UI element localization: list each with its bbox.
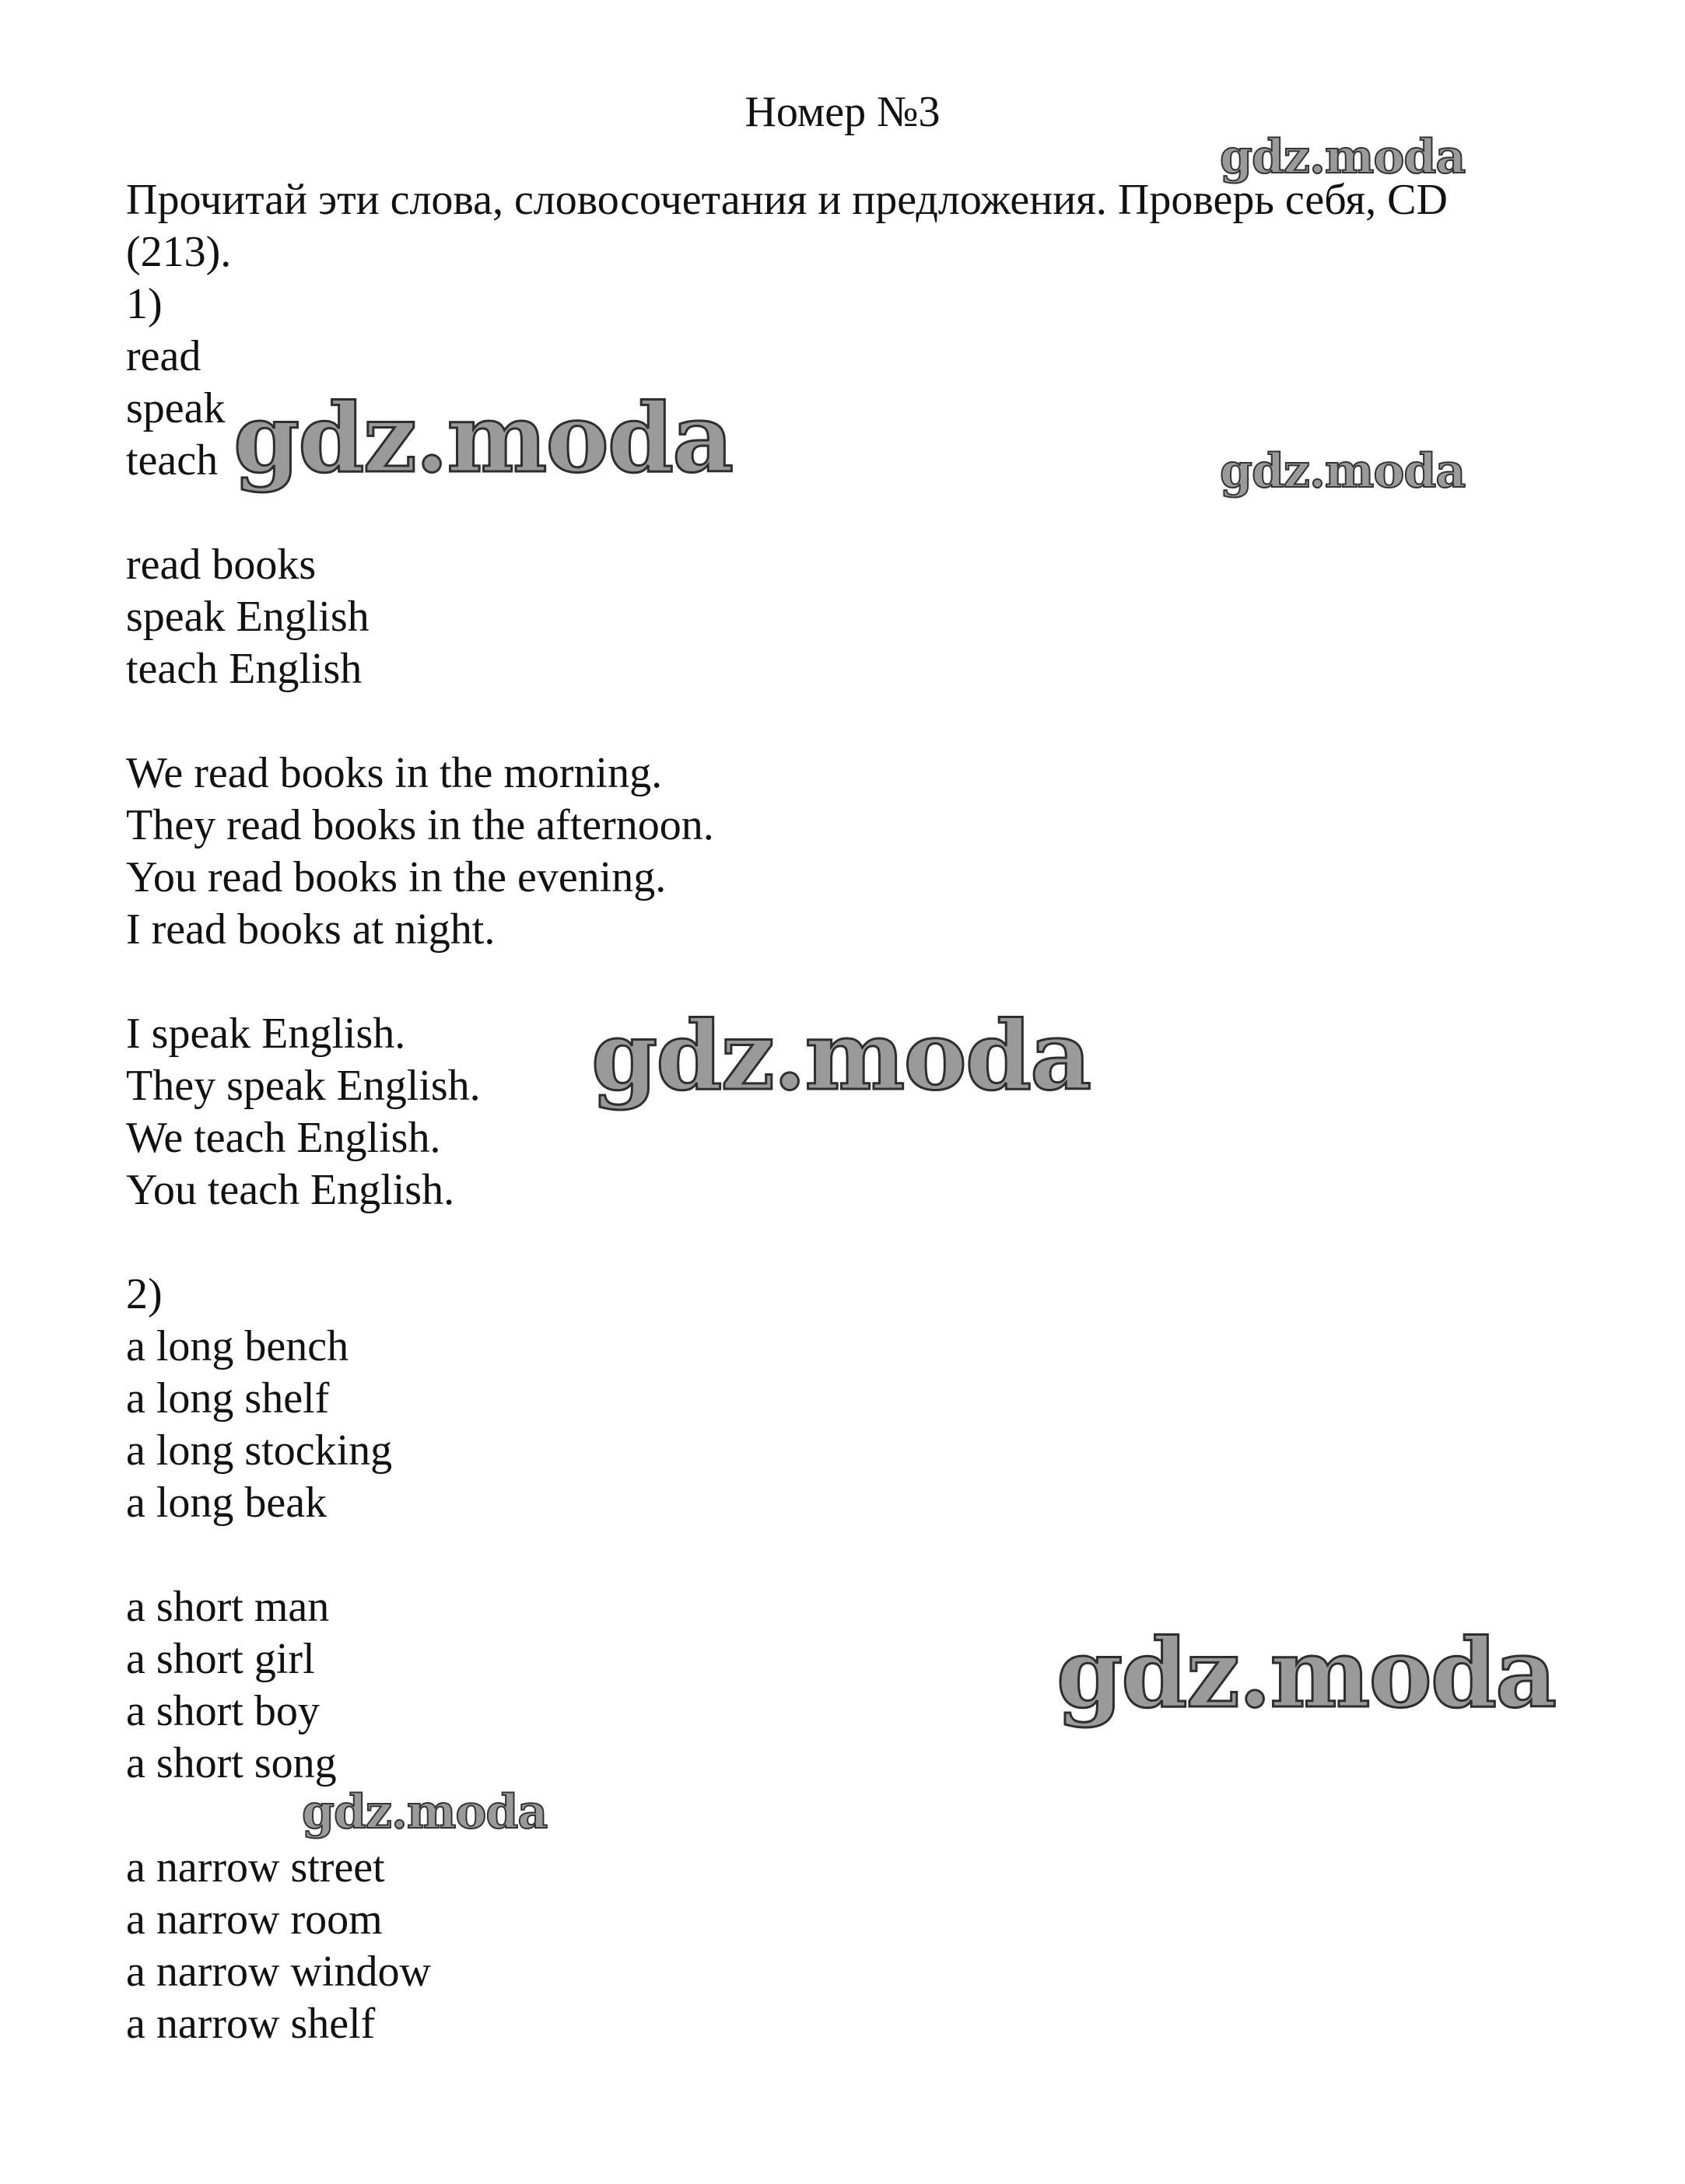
part2-label: 2) (126, 1270, 163, 1318)
watermark: gdz.moda (1220, 130, 1466, 184)
long-item: a long shelf (126, 1374, 330, 1423)
sentence-item: They read books in the afternoon. (126, 801, 714, 849)
watermark: gdz.moda (1056, 1617, 1556, 1729)
long-item: a long beak (126, 1479, 328, 1527)
verb-item: teach (126, 436, 219, 485)
phrase-item: teach English (126, 645, 363, 693)
watermark: gdz.moda (591, 999, 1091, 1111)
short-item: a short man (126, 1583, 330, 1631)
sentence-item: I read books at night. (126, 905, 496, 954)
sentence-item: You read books in the evening. (126, 853, 667, 901)
long-item: a long stocking (126, 1426, 393, 1475)
watermark: gdz.moda (1220, 444, 1466, 499)
sentence-item: You teach English. (126, 1166, 455, 1214)
part1-label: 1) (126, 280, 163, 328)
phrase-item: speak English (126, 593, 370, 641)
verb-item: read (126, 332, 201, 380)
sentence-item: We read books in the morning. (126, 749, 663, 797)
narrow-item: a narrow shelf (126, 2000, 376, 2048)
watermark: gdz.moda (302, 1785, 548, 1839)
narrow-item: a narrow window (126, 1948, 431, 1996)
page-title: Номер №3 (744, 88, 941, 136)
sentence-item: They speak English. (126, 1062, 481, 1110)
narrow-item: a narrow room (126, 1895, 383, 1944)
short-item: a short song (126, 1739, 337, 1787)
spacer (126, 695, 1557, 747)
instructions-text: Прочитай эти слова, словосочетания и предложения. Проверь себя, CD (213). (126, 176, 1448, 276)
sentence-item: I speak English. (126, 1010, 406, 1058)
spacer (126, 1216, 1557, 1269)
spacer (126, 1529, 1557, 1581)
phrase-item: read books (126, 541, 317, 589)
sentence-item: We teach English. (126, 1114, 441, 1162)
narrow-item: a narrow street (126, 1843, 385, 1892)
short-item: a short girl (126, 1635, 315, 1683)
short-item: a short boy (126, 1687, 320, 1735)
long-item: a long bench (126, 1322, 349, 1370)
watermark: gdz.moda (233, 382, 733, 494)
verb-item: speak (126, 384, 226, 432)
